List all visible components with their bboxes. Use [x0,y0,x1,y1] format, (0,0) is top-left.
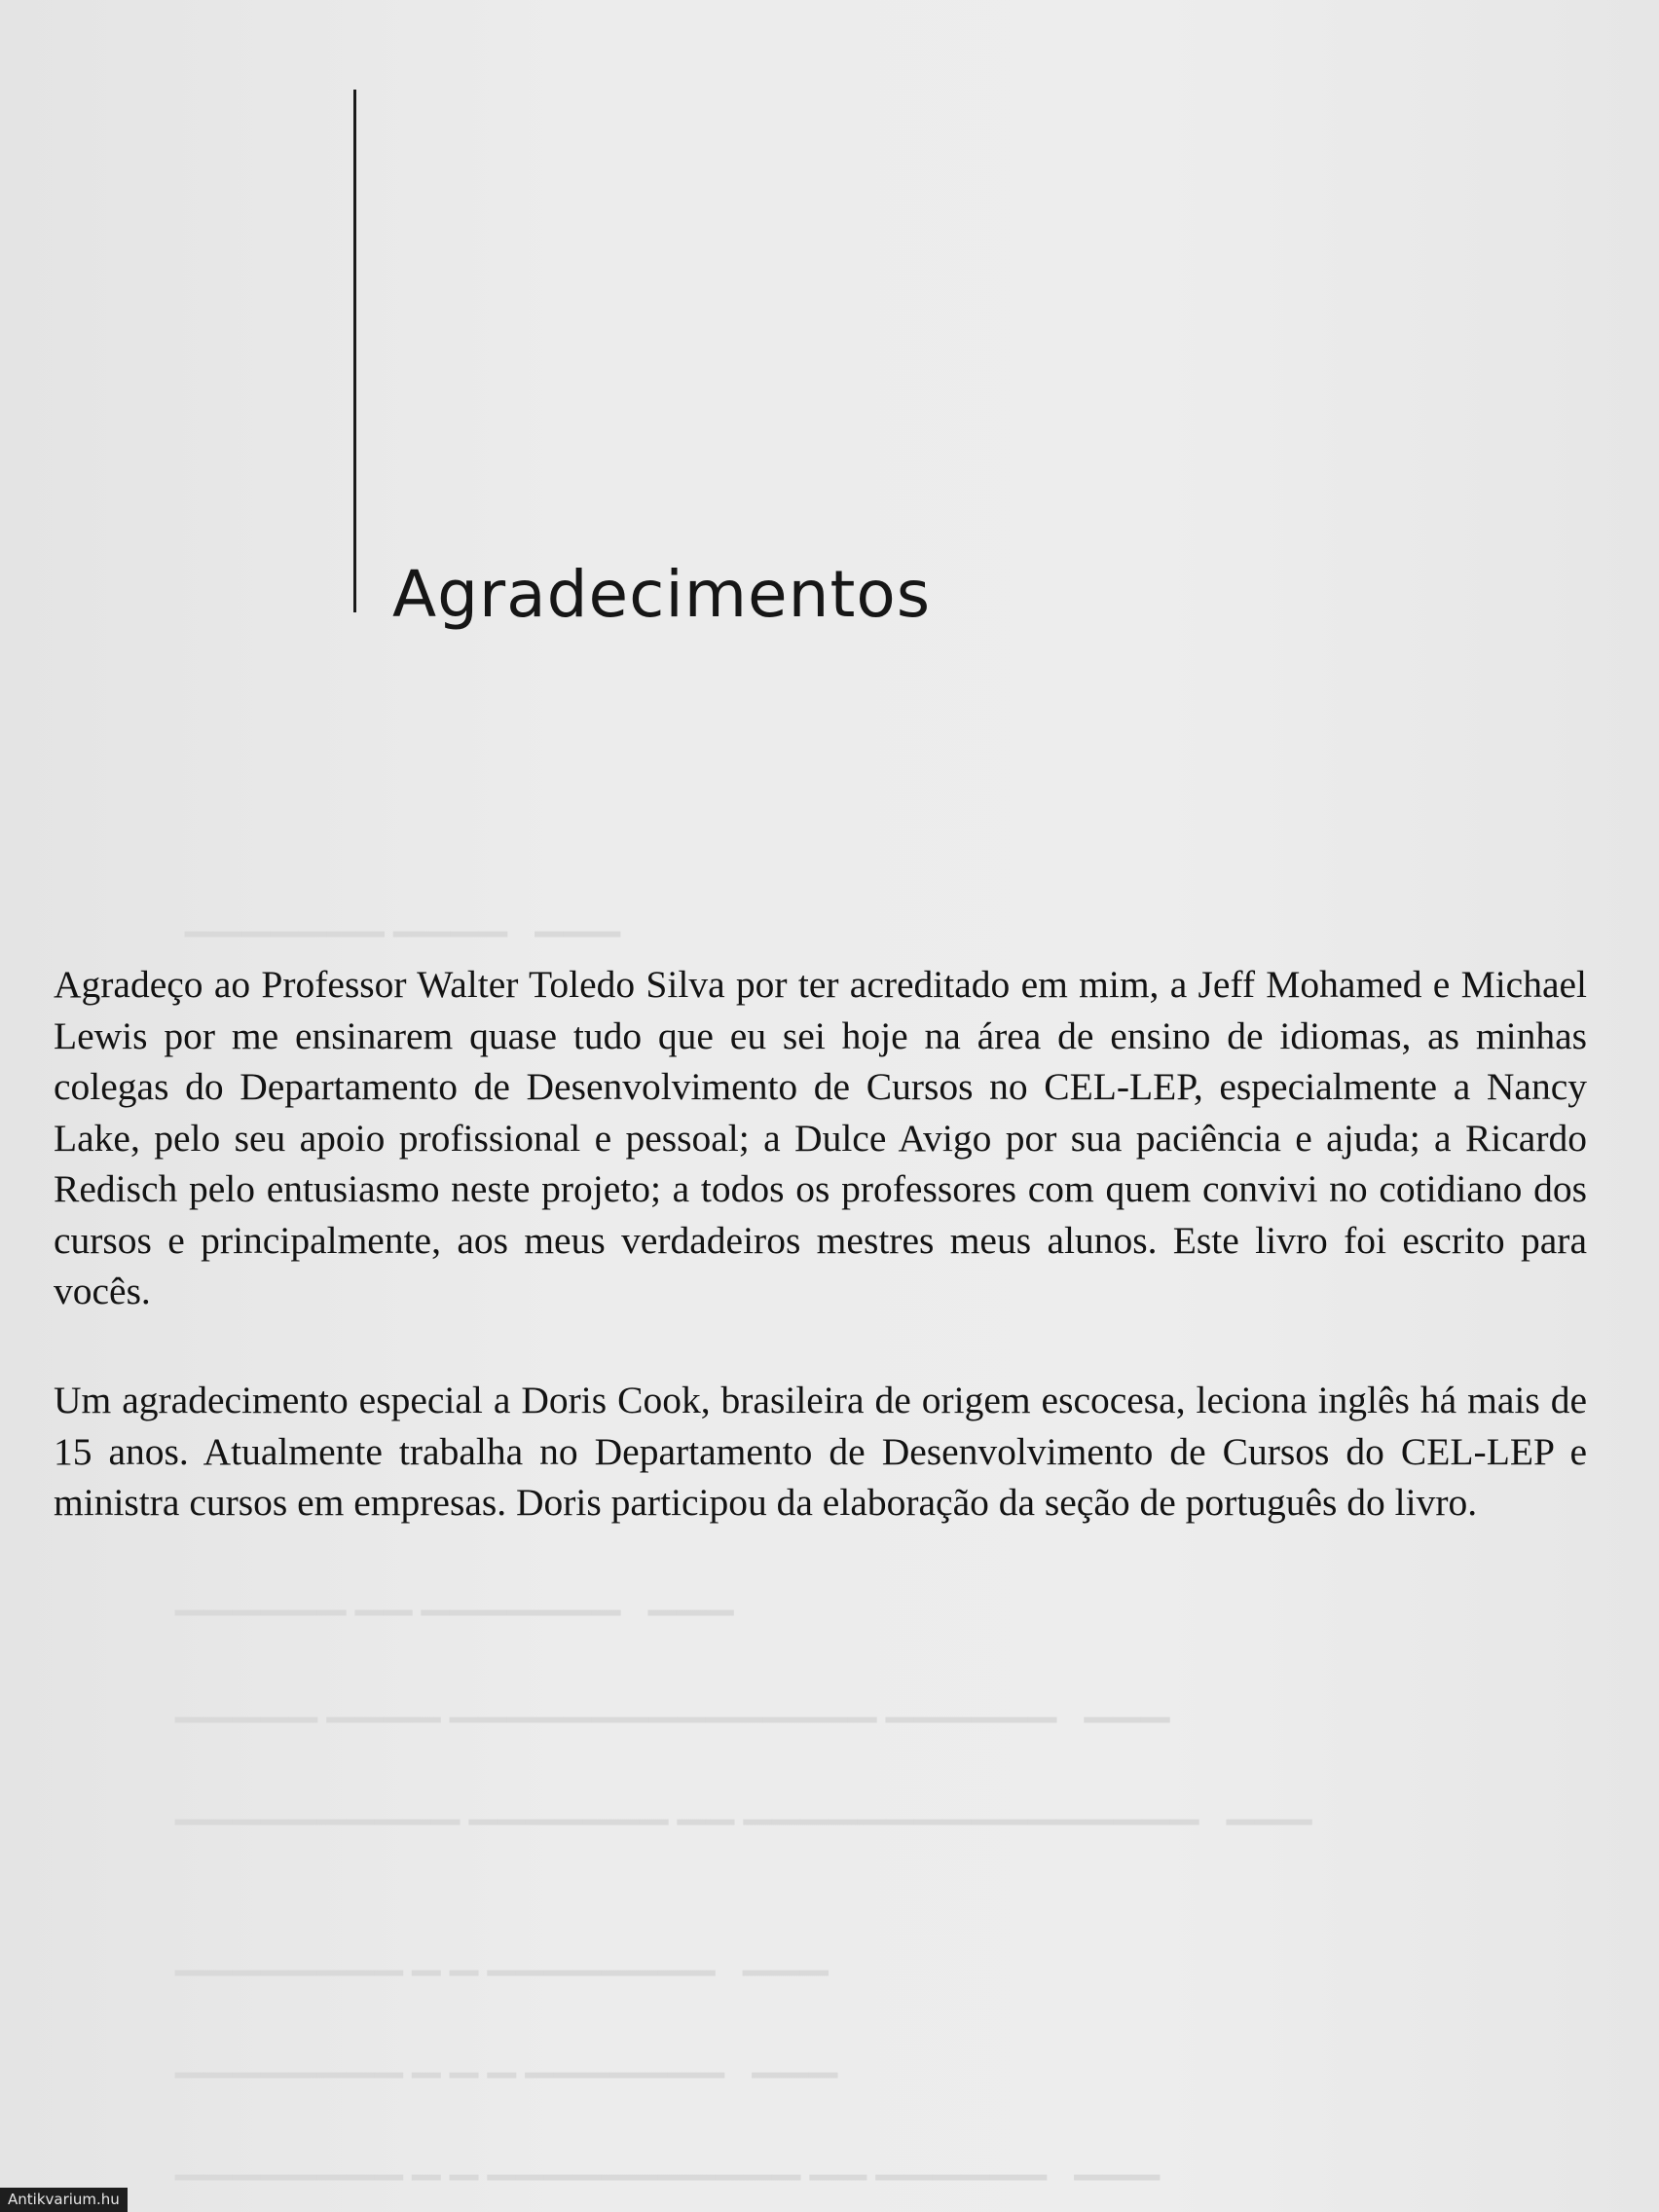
acknowledgement-paragraph-1: Agradeço ao Professor Walter Toledo Silva por ter acreditado em mim, a Jeff Mohamed e Michael Lewis por me ensinarem quase tudo que eu sei hoje na área de ensino de idiomas, as minhas colegas do Departamento de Desenvolvimento de Cursos no CEL-LEP, especialmente a Nancy Lake, pelo seu apoio profissional e pessoal; a Dulce Avigo por sua paciência e ajuda; a Ricardo Redisch pelo entusiasmo neste projeto; a todos os professores com quem convivi no cotidiano dos cursos e principalmente, aos meus verdadeiros mestres meus alunos. Este livro foi escrito para vocês. [54,963,1587,1312]
bleed-through-text: ▁▁▁▁▁▁▁▁ ▁ ▁ ▁▁▁▁▁▁▁▁ ▁▁▁ [175,1935,829,1975]
bleed-through-text: ▁▁▁▁▁▁▁▁ ▁ ▁ ▁ ▁▁▁▁▁▁▁ ▁▁▁ [175,2037,838,2078]
bleed-through-text: ▁▁▁▁▁ ▁▁▁▁ ▁▁▁▁▁▁▁▁▁▁▁▁▁▁▁ ▁▁▁▁▁▁ ▁▁▁ [175,1681,1170,1722]
bleed-through-text: ▁▁▁▁▁▁▁▁▁▁ ▁▁▁▁▁▁▁ ▁▁ ▁▁▁▁▁▁▁▁▁▁▁▁▁▁▁▁ ▁▁▁ [175,1784,1312,1825]
page-title: Agradecimentos [392,557,932,632]
acknowledgement-paragraph-2: Um agradecimento especial a Doris Cook, brasileira de origem escocesa, leciona inglês há mais de 15 anos. Atualmente trabalha no Departamento de Desenvolvimento de Cursos do CEL-LEP e ministra cursos em empresas. Doris participou da elaboração da seção de português do livro. [54,1379,1587,1524]
bleed-through-text: ▁▁▁▁▁▁▁▁ ▁ ▁ ▁▁▁▁▁▁▁▁▁▁▁ ▁▁ ▁▁▁▁▁▁ ▁▁▁ [175,2139,1161,2180]
site-watermark: Antikvarium.hu [0,2188,128,2212]
bleed-through-text: ▁▁▁▁▁▁ ▁▁ ▁▁▁▁▁▁▁ ▁▁▁ [175,1574,734,1615]
bleed-through-text: ▁▁▁▁▁▁▁ ▁▁▁▁ ▁▁▁ [185,896,621,937]
vertical-rule [353,90,356,612]
